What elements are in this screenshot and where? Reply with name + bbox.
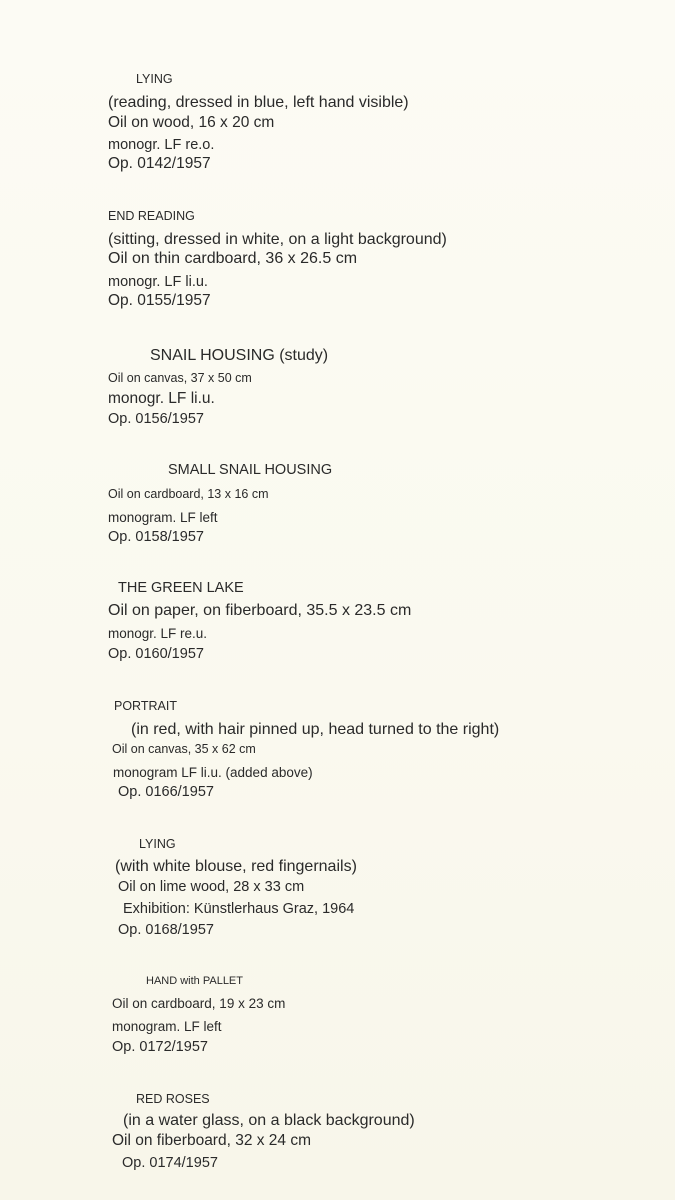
entry-description: (with white blouse, red fingernails) bbox=[115, 858, 357, 875]
entry-opus: Op. 0168/1957 bbox=[118, 922, 214, 938]
entry-medium: Oil on canvas, 37 x 50 cm bbox=[108, 371, 252, 385]
entry-title: LYING bbox=[136, 72, 173, 86]
entry-exhibition: Exhibition: Künstlerhaus Graz, 1964 bbox=[123, 901, 355, 917]
entry-title: END READING bbox=[108, 209, 195, 223]
entry-opus: Op. 0172/1957 bbox=[112, 1039, 208, 1055]
entry-medium: Oil on canvas, 35 x 62 cm bbox=[112, 742, 256, 756]
entry-signature: monogr. LF li.u. bbox=[108, 390, 215, 407]
entry-medium: Oil on wood, 16 x 20 cm bbox=[108, 114, 275, 131]
entry-opus: Op. 0155/1957 bbox=[108, 292, 211, 309]
entry-opus: Op. 0166/1957 bbox=[118, 784, 214, 800]
entry-title: HAND with PALLET bbox=[146, 975, 243, 987]
entry-signature: monogr. LF li.u. bbox=[108, 274, 208, 290]
entry-medium: Oil on cardboard, 19 x 23 cm bbox=[112, 996, 286, 1011]
entry-title: SNAIL HOUSING (study) bbox=[150, 347, 329, 364]
entry-title: SMALL SNAIL HOUSING bbox=[168, 462, 333, 478]
entry-description: (reading, dressed in blue, left hand visible) bbox=[108, 94, 409, 111]
entry-medium: Oil on paper, on fiberboard, 35.5 x 23.5 cm bbox=[108, 602, 412, 619]
entry-signature: monogram. LF left bbox=[112, 1019, 222, 1034]
entry-medium: Oil on fiberboard, 32 x 24 cm bbox=[112, 1132, 312, 1149]
entry-opus: Op. 0160/1957 bbox=[108, 646, 204, 662]
entry-title: RED ROSES bbox=[136, 1092, 210, 1106]
entry-medium: Oil on thin cardboard, 36 x 26.5 cm bbox=[108, 250, 358, 267]
entry-opus: Op. 0174/1957 bbox=[122, 1155, 218, 1171]
entry-title: LYING bbox=[139, 837, 176, 851]
entry-opus: Op. 0158/1957 bbox=[108, 529, 204, 545]
entry-opus: Op. 0156/1957 bbox=[108, 411, 204, 427]
entry-description: (sitting, dressed in white, on a light background) bbox=[108, 231, 447, 248]
entry-title: THE GREEN LAKE bbox=[118, 580, 244, 596]
entry-signature: monogram LF li.u. (added above) bbox=[113, 765, 313, 780]
entry-signature: monogram. LF left bbox=[108, 510, 218, 525]
entry-medium: Oil on lime wood, 28 x 33 cm bbox=[118, 879, 305, 895]
entry-description: (in red, with hair pinned up, head turned to the right) bbox=[131, 721, 500, 738]
entry-medium: Oil on cardboard, 13 x 16 cm bbox=[108, 487, 269, 501]
entry-title: PORTRAIT bbox=[114, 699, 177, 713]
entry-signature: monogr. LF re.u. bbox=[108, 626, 208, 641]
entry-opus: Op. 0142/1957 bbox=[108, 155, 211, 172]
entry-description: (in a water glass, on a black background) bbox=[123, 1112, 415, 1129]
entry-signature: monogr. LF re.o. bbox=[108, 137, 215, 153]
